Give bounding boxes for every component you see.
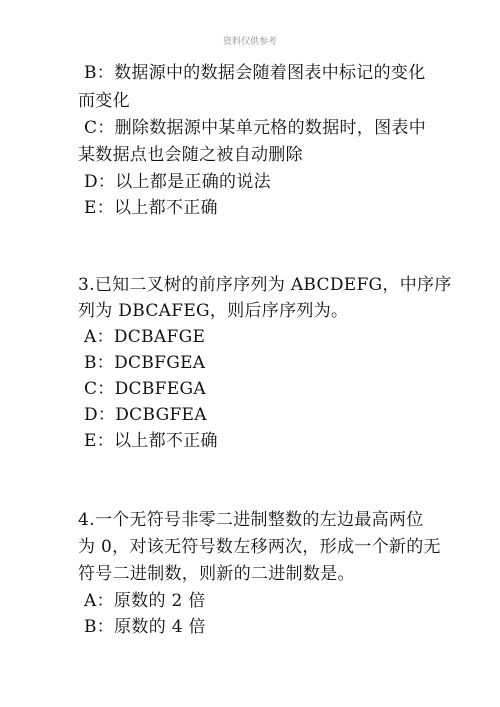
question-3-option-e: E：以上都不正确 <box>84 431 218 451</box>
option-c-line-2: 某数据点也会随之被自动删除 <box>78 145 303 165</box>
question-3-option-b: B：DCBFGEA <box>84 353 206 373</box>
option-b-line-1: B：数据源中的数据会随着图表中标记的变化 <box>84 63 426 83</box>
option-b-line-2: 而变化 <box>78 91 130 111</box>
option-c-line-1: C：删除数据源中某单元格的数据时，图表中 <box>84 118 427 138</box>
question-3-option-a: A：DCBAFGE <box>84 327 206 347</box>
question-3-option-c: C：DCBFEGA <box>84 379 206 399</box>
question-4-line-1: 4.一个无符号非零二进制整数的左边最高两位 <box>78 510 424 530</box>
question-4-option-b: B：原数的 4 倍 <box>84 617 206 637</box>
question-3-line-1: 3.已知二叉树的前序序列为 ABCDEFG，中序序 <box>78 275 452 295</box>
page-header-watermark: 资料仅供参考 <box>222 37 277 47</box>
question-4-line-2: 为 0，对该无符号数左移两次，形成一个新的无 <box>78 537 441 557</box>
question-4-option-a: A：原数的 2 倍 <box>84 591 206 611</box>
question-3-option-d: D：DCBGFEA <box>84 405 207 425</box>
question-4-line-3: 符号二进制数，则新的二进制数是。 <box>78 564 355 584</box>
question-3-line-2: 列为 DBCAFEG，则后序序列为。 <box>78 301 349 321</box>
option-d: D：以上都是正确的说法 <box>84 172 271 192</box>
option-e: E：以上都不正确 <box>84 198 218 218</box>
